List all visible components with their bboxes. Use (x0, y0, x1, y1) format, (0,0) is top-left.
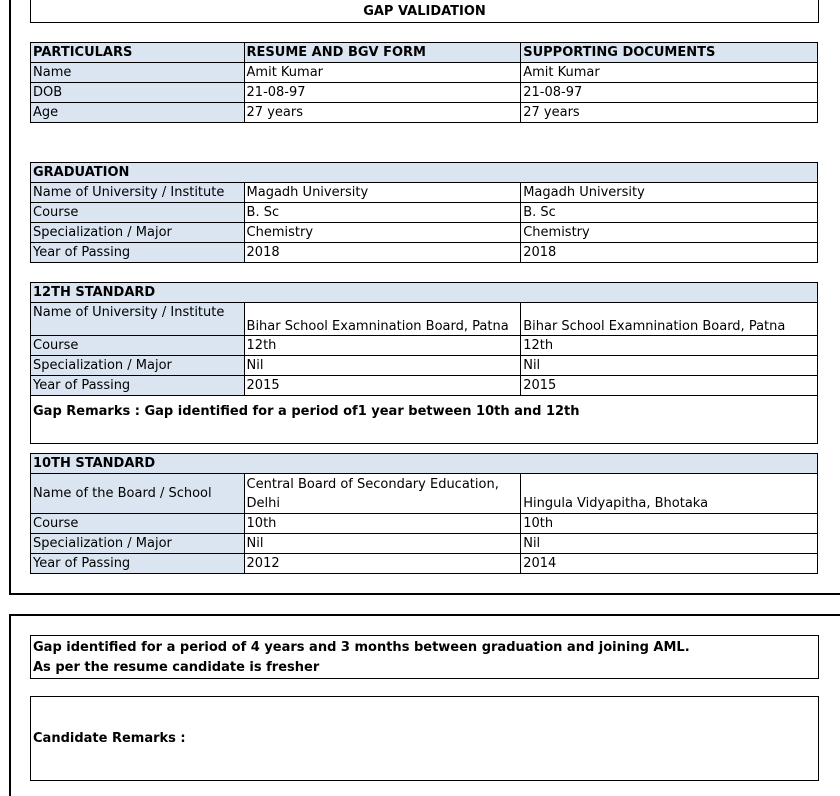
resume-value: Nil (244, 356, 521, 376)
table-row (31, 63, 818, 83)
row-label: Name of the Board / School (31, 474, 245, 514)
resume-value: 12th (244, 336, 521, 356)
fresher-note: As per the resume candidate is fresher (33, 660, 320, 675)
table-row (31, 376, 818, 396)
table-row (31, 183, 818, 203)
row-label: Specialization / Major (31, 534, 245, 554)
candidate-remarks-box (30, 696, 819, 781)
resume-value: 2018 (244, 243, 521, 263)
row-label: Name of University / Institute (31, 183, 245, 203)
row-label: Year of Passing (31, 376, 245, 396)
resume-value: 2012 (244, 554, 521, 574)
table-row (31, 103, 818, 123)
resume-value: 10th (244, 514, 521, 534)
resume-value: B. Sc (244, 203, 521, 223)
twelfth-table (30, 282, 818, 444)
row-label: Year of Passing (31, 243, 245, 263)
section-heading-tenth: 10TH STANDARD (31, 454, 818, 474)
resume-value: Amit Kumar (244, 63, 521, 83)
title-text: GAP VALIDATION (363, 4, 486, 19)
row-label: Name of University / Institute (31, 303, 245, 336)
row-label: Year of Passing (31, 554, 245, 574)
header-resume: RESUME AND BGV FORM (244, 43, 521, 63)
docs-value: Nil (521, 534, 818, 554)
table-row (31, 356, 818, 376)
resume-value: Bihar School Examnination Board, Patna (244, 303, 521, 336)
docs-value: Nil (521, 356, 818, 376)
tenth-table (30, 453, 818, 574)
row-label: Age (31, 103, 245, 123)
row-label: DOB (31, 83, 245, 103)
docs-value: 27 years (521, 103, 818, 123)
docs-value: 2015 (521, 376, 818, 396)
resume-value: Magadh University (244, 183, 521, 203)
docs-value: Magadh University (521, 183, 818, 203)
section-heading-graduation: GRADUATION (31, 163, 818, 183)
docs-value: 10th (521, 514, 818, 534)
resume-value: 21-08-97 (244, 83, 521, 103)
page-title (30, 0, 819, 23)
section-heading-twelfth: 12TH STANDARD (31, 283, 818, 303)
resume-value: 2015 (244, 376, 521, 396)
docs-value: Bihar School Examnination Board, Patna (521, 303, 818, 336)
gap-summary-box (30, 635, 819, 679)
docs-value: 21-08-97 (521, 83, 818, 103)
row-label: Specialization / Major (31, 223, 245, 243)
resume-value: Chemistry (244, 223, 521, 243)
table-row (31, 336, 818, 356)
table-row (31, 554, 818, 574)
table-row (31, 534, 818, 554)
table-header-row (31, 43, 818, 63)
row-label: Name (31, 63, 245, 83)
header-docs: SUPPORTING DOCUMENTS (521, 43, 818, 63)
gap-summary-line: Gap identified for a period of 4 years and 3 months between graduation and joining AML. (33, 640, 690, 655)
row-label: Course (31, 203, 245, 223)
table-row (31, 223, 818, 243)
row-label: Course (31, 514, 245, 534)
table-row (31, 303, 818, 336)
resume-value: 27 years (244, 103, 521, 123)
row-label: Specialization / Major (31, 356, 245, 376)
docs-value: 2014 (521, 554, 818, 574)
table-row (31, 474, 818, 514)
candidate-remarks-label: Candidate Remarks : (33, 731, 186, 746)
docs-value: Amit Kumar (521, 63, 818, 83)
gap-remarks-twelfth: Gap Remarks : Gap identified for a period of1 year between 10th and 12th (31, 396, 818, 444)
docs-value: Hingula Vidyapitha, Bhotaka (521, 474, 818, 514)
docs-value: B. Sc (521, 203, 818, 223)
resume-value: Nil (244, 534, 521, 554)
header-particulars: PARTICULARS (31, 43, 245, 63)
table-row (31, 83, 818, 103)
graduation-table (30, 162, 818, 263)
particulars-table (30, 42, 818, 123)
table-row (31, 243, 818, 263)
resume-value: Central Board of Secondary Education, Delhi (244, 474, 521, 514)
table-row (31, 514, 818, 534)
docs-value: 2018 (521, 243, 818, 263)
row-label: Course (31, 336, 245, 356)
docs-value: Chemistry (521, 223, 818, 243)
docs-value: 12th (521, 336, 818, 356)
table-row (31, 203, 818, 223)
